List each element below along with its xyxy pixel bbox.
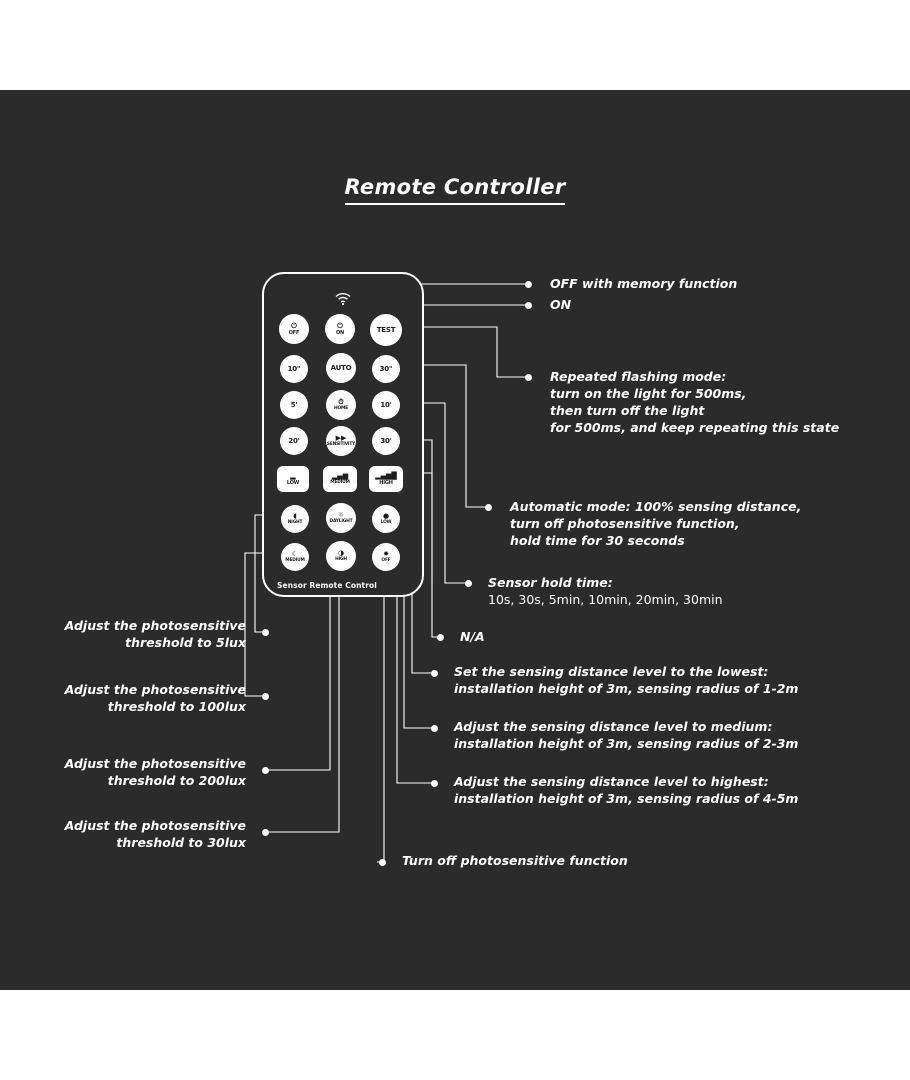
callout-automatic-mode: Automatic mode: 100% sensing distance, turn off photosensitive function, hold time for 30 seconds <box>510 499 802 548</box>
bar-low-icon: ▂ <box>290 471 296 480</box>
button-10min[interactable]: 10' <box>372 391 400 419</box>
page-title-text: Remote Controller <box>345 175 566 205</box>
button-off[interactable]: ⏻ OFF <box>279 314 309 344</box>
callout-sensing-lowest: Set the sensing distance level to the lowest: installation height of 3m, sensing radius of 1-2m <box>454 664 799 696</box>
moon-left-icon: ◖ <box>293 511 297 520</box>
callout-dot-threshold-30lux <box>262 829 269 836</box>
callout-dot-sensing-lowest <box>431 670 438 677</box>
button-30s[interactable]: 30" <box>372 355 400 383</box>
button-night[interactable]: ◖ NIGHT <box>281 505 309 533</box>
button-lux-high[interactable]: ◑ HIGH <box>326 541 356 571</box>
button-test[interactable]: TEST <box>370 314 402 346</box>
button-lux-low[interactable]: ● LOW <box>372 505 400 533</box>
callout-dot-on <box>525 302 532 309</box>
callout-dot-automatic-mode <box>485 504 492 511</box>
button-20min[interactable]: 20' <box>280 427 308 455</box>
callout-dot-threshold-5lux <box>262 629 269 636</box>
bar-high-icon: ▂▄▆█ <box>375 471 397 480</box>
callout-turn-off-photosensitive: Turn off photosensitive function <box>402 853 628 868</box>
button-home[interactable]: ⏱ HOME <box>326 390 356 420</box>
callout-dot-threshold-100lux <box>262 693 269 700</box>
callout-on: ON <box>550 297 572 312</box>
button-10s[interactable]: 10" <box>280 355 308 383</box>
bar-medium-icon: ▂▄▆ <box>331 471 349 480</box>
button-sensitivity[interactable]: ▶▶ SENSITIVITY <box>326 426 356 456</box>
remote-brand-label: Sensor Remote Control <box>277 581 377 590</box>
button-high-distance[interactable]: ▂▄▆█ HIGH <box>369 466 403 492</box>
sun-bright-icon: ✸ <box>383 549 389 558</box>
button-lux-off[interactable]: ✸ OFF <box>372 543 400 571</box>
callout-na: N/A <box>460 629 485 644</box>
callout-dot-sensor-hold-time <box>465 580 472 587</box>
callout-off-memory: OFF with memory function <box>550 276 738 291</box>
power-icon: ⏻ <box>291 321 297 330</box>
page-title <box>0 175 910 199</box>
callout-sensing-highest: Adjust the sensing distance level to highest: installation height of 3m, sensing radius of 4-5m <box>454 774 799 806</box>
callout-dot-threshold-200lux <box>262 767 269 774</box>
button-lux-medium[interactable]: ☾ MEDIUM <box>281 543 309 571</box>
power-icon: ⏻ <box>337 321 343 330</box>
clock-icon: ⏱ <box>338 397 344 406</box>
callout-threshold-5lux: Adjust the photosensitive threshold to 5lux <box>64 618 246 650</box>
button-daylight[interactable]: ☼ DAYLIGHT <box>326 503 356 533</box>
callout-dot-sensing-medium <box>431 725 438 732</box>
wifi-icon <box>334 292 352 309</box>
callout-repeated-flashing: Repeated flashing mode: turn on the light for 500ms, then turn off the light for 500ms, and keep repeating this state <box>550 369 840 435</box>
callout-dot-sensing-highest <box>431 780 438 787</box>
button-medium-distance[interactable]: ▂▄▆ MEDIUM <box>323 466 357 492</box>
callout-sensor-hold-time: Sensor hold time: 10s, 30s, 5min, 10min, 20min, 30min <box>488 575 723 607</box>
button-30min[interactable]: 30' <box>372 427 400 455</box>
sun-icon: ☼ <box>337 510 345 519</box>
fast-forward-icon: ▶▶ <box>335 433 347 442</box>
callout-dot-turn-off-photosensitive <box>379 859 386 866</box>
callout-sensing-medium: Adjust the sensing distance level to medium: installation height of 3m, sensing radius of 2-3m <box>454 719 799 751</box>
callout-threshold-30lux: Adjust the photosensitive threshold to 30lux <box>64 818 246 850</box>
callout-threshold-100lux: Adjust the photosensitive threshold to 100lux <box>64 682 246 714</box>
button-5min[interactable]: 5' <box>280 391 308 419</box>
callout-threshold-200lux: Adjust the photosensitive threshold to 200lux <box>64 756 246 788</box>
half-sun-icon: ◑ <box>337 548 345 557</box>
button-on[interactable]: ⏻ ON <box>325 314 355 344</box>
button-auto[interactable]: AUTO <box>326 353 356 383</box>
callout-dot-repeated-flashing <box>525 374 532 381</box>
callout-dot-off-memory <box>525 281 532 288</box>
button-low-distance[interactable]: ▂ LOW <box>277 466 309 492</box>
remote-controller-body <box>262 272 424 597</box>
circle-filled-icon: ● <box>382 511 390 520</box>
moon-star-icon: ☾ <box>291 549 299 558</box>
callout-dot-na <box>437 634 444 641</box>
